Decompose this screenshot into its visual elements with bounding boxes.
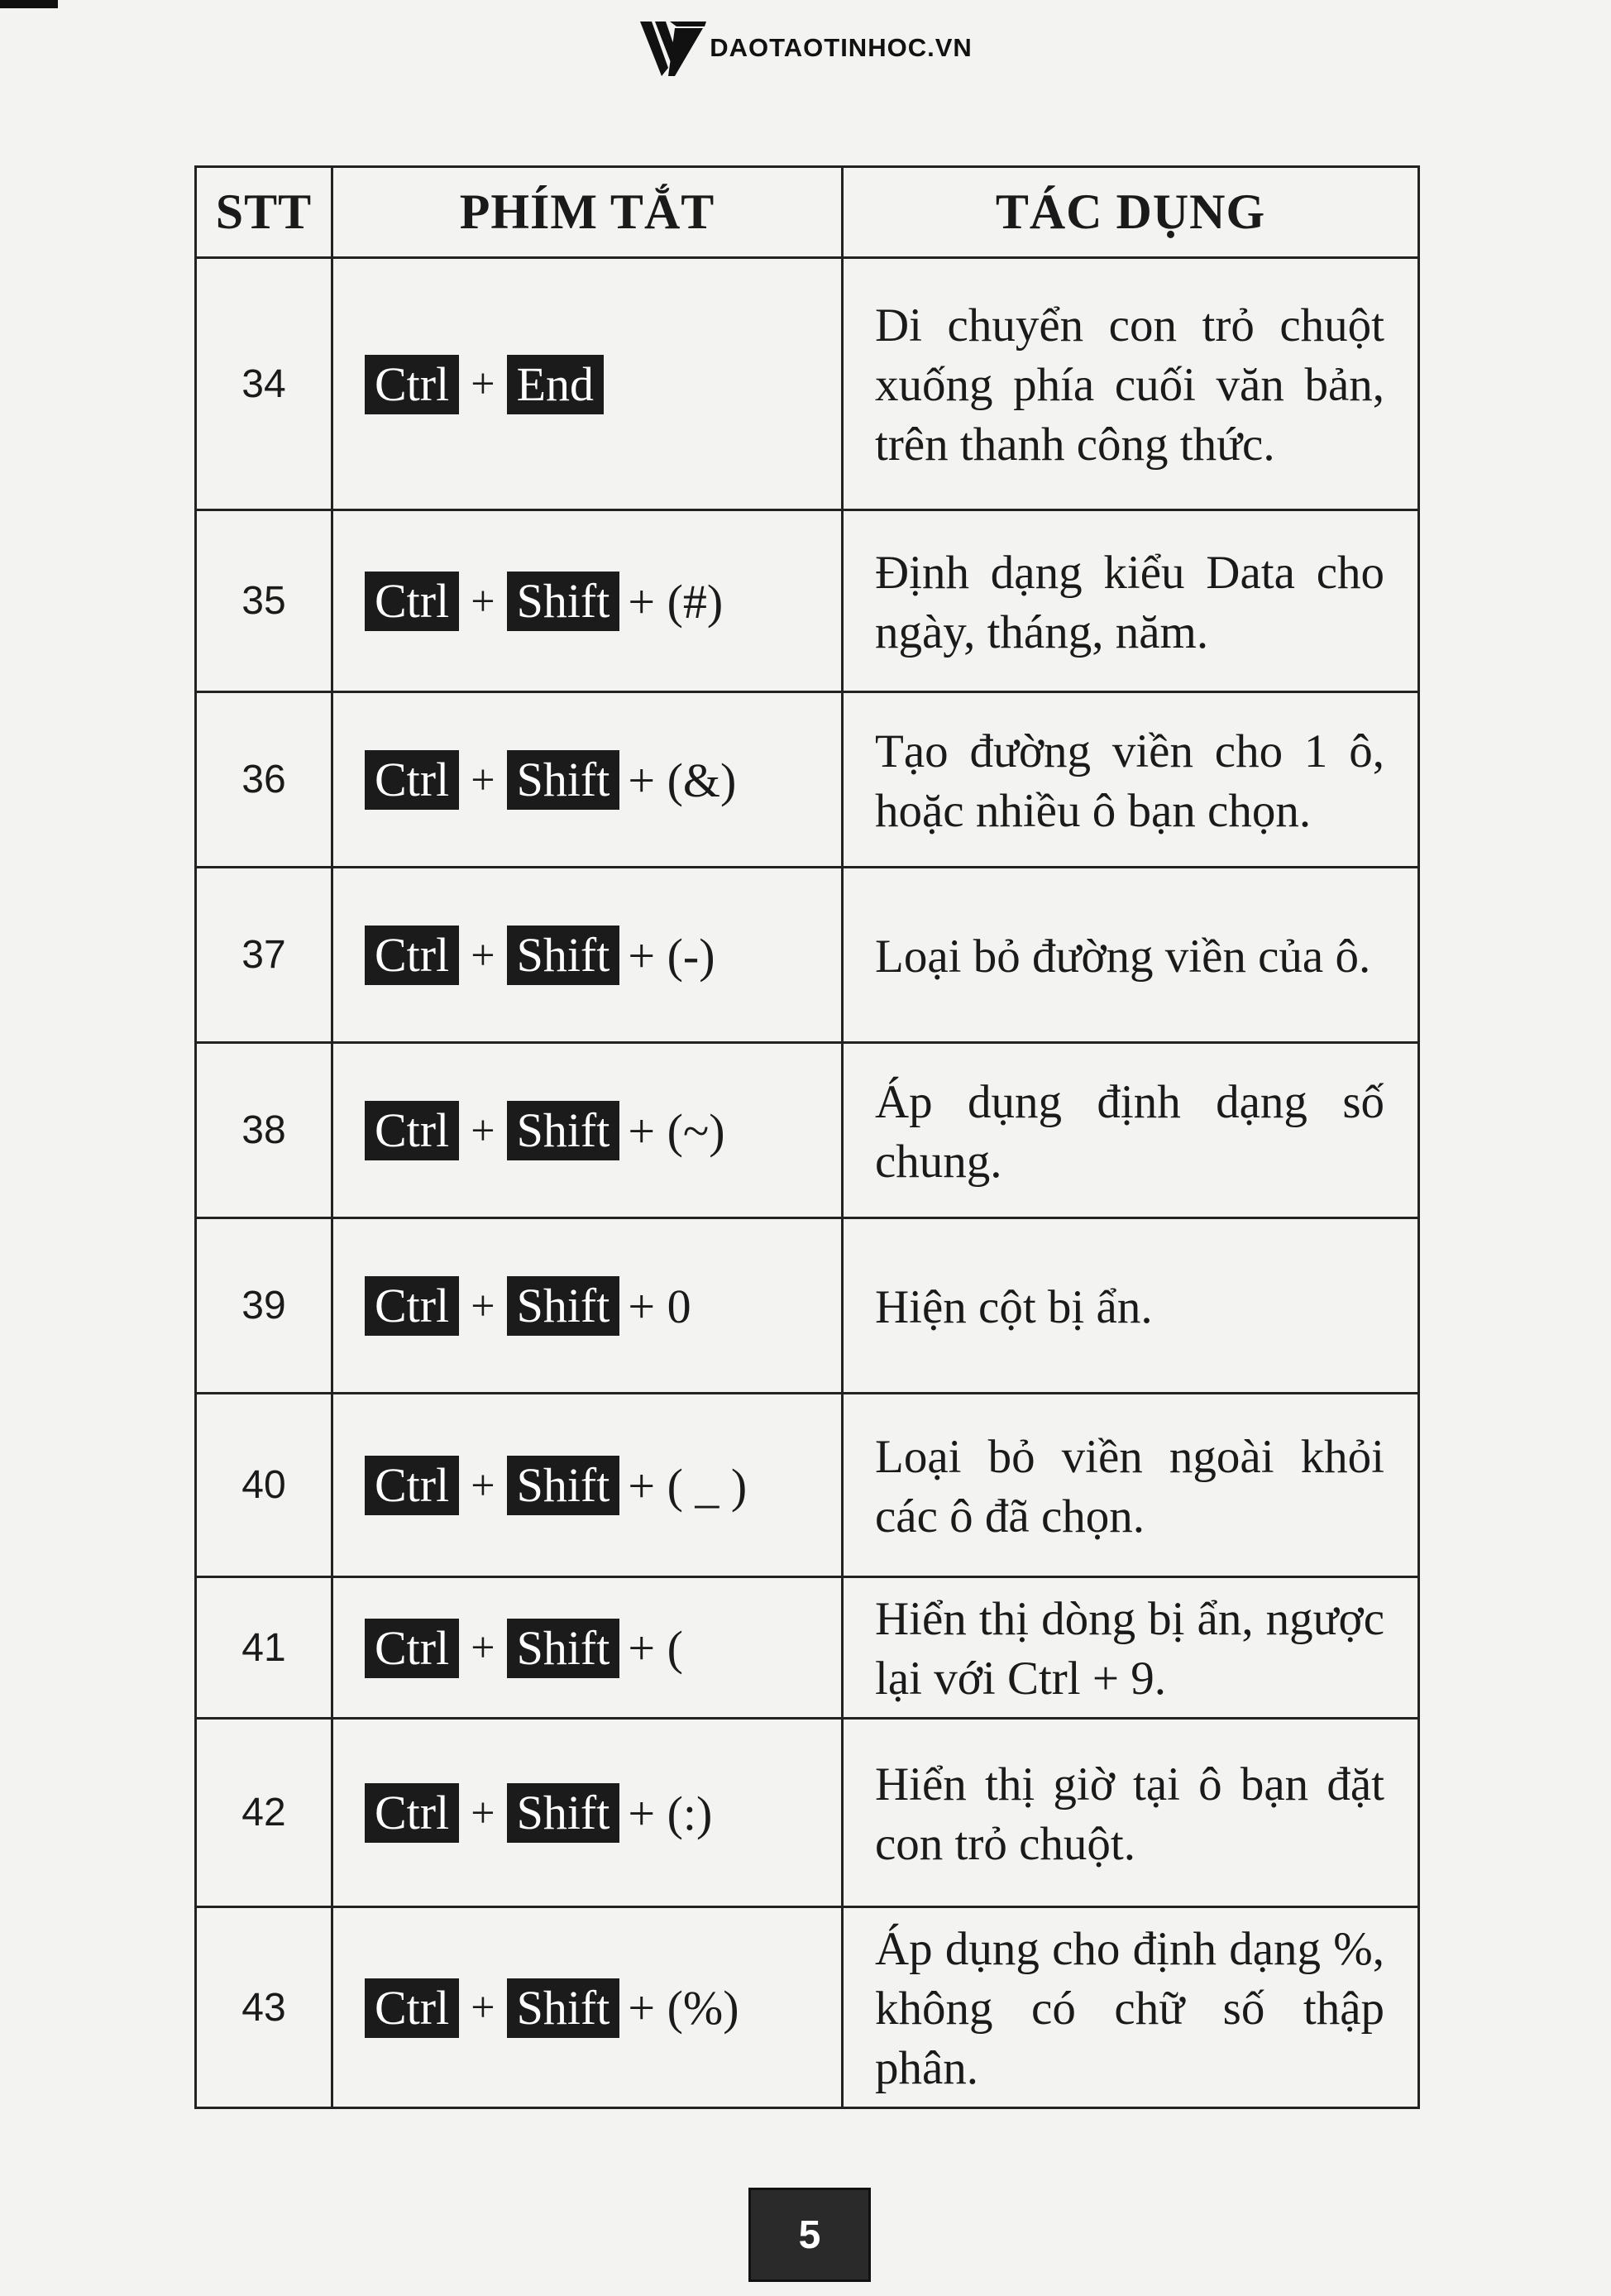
shortcut-cell bbox=[332, 1394, 843, 1577]
plus-sign: + bbox=[471, 1461, 495, 1509]
shortcut-table bbox=[194, 165, 1420, 2109]
plus-sign: + bbox=[471, 1624, 495, 1672]
key-shift: Shift bbox=[507, 1783, 620, 1843]
key-suffix: + ( _ ) bbox=[628, 1458, 748, 1513]
shortcut-cell bbox=[332, 692, 843, 868]
row-number: 39 bbox=[196, 1218, 332, 1394]
plus-sign: + bbox=[471, 361, 495, 409]
effect-description: Hiển thị dòng bị ẩn, ngược lại với Ctrl + 9. bbox=[843, 1577, 1419, 1719]
header-stt: STT bbox=[196, 167, 332, 258]
row-number: 42 bbox=[196, 1719, 332, 1907]
key-ctrl: Ctrl bbox=[365, 572, 459, 631]
row-number: 34 bbox=[196, 258, 332, 510]
table-row bbox=[196, 510, 1419, 692]
effect-description: Loại bỏ đường viền của ô. bbox=[843, 868, 1419, 1043]
effect-description: Hiện cột bị ẩn. bbox=[843, 1218, 1419, 1394]
key-ctrl: Ctrl bbox=[365, 1456, 459, 1515]
effect-description: Di chuyển con trỏ chuột xuống phía cuối văn bản, trên thanh công thức. bbox=[843, 258, 1419, 510]
key-suffix: + (-) bbox=[628, 928, 715, 983]
key-suffix: + (~) bbox=[628, 1103, 725, 1158]
shortcut-cell bbox=[332, 1907, 843, 2108]
row-number: 38 bbox=[196, 1043, 332, 1218]
table-row bbox=[196, 692, 1419, 868]
key-shift: Shift bbox=[507, 926, 620, 985]
row-number: 36 bbox=[196, 692, 332, 868]
key-ctrl: Ctrl bbox=[365, 1101, 459, 1160]
plus-sign: + bbox=[471, 1984, 495, 2032]
effect-description: Áp dụng cho định dạng %, không có chữ số thập phân. bbox=[843, 1907, 1419, 2108]
key-shift: Shift bbox=[507, 750, 620, 810]
key-ctrl: Ctrl bbox=[365, 750, 459, 810]
key-ctrl: Ctrl bbox=[365, 355, 459, 414]
key-ctrl: Ctrl bbox=[365, 1978, 459, 2038]
table-header-row bbox=[196, 167, 1419, 258]
key-shift: Shift bbox=[507, 572, 620, 631]
key-shift: Shift bbox=[507, 1276, 620, 1336]
plus-sign: + bbox=[471, 577, 495, 625]
key-ctrl: Ctrl bbox=[365, 926, 459, 985]
shortcut-cell bbox=[332, 1577, 843, 1719]
key-shift: Shift bbox=[507, 1619, 620, 1678]
row-number: 41 bbox=[196, 1577, 332, 1719]
shortcut-cell bbox=[332, 1218, 843, 1394]
page-number: 5 bbox=[748, 2188, 871, 2282]
key-ctrl: Ctrl bbox=[365, 1783, 459, 1843]
plus-sign: + bbox=[471, 756, 495, 804]
header-shortcut: PHÍM TẮT bbox=[332, 167, 843, 258]
header-effect: TÁC DỤNG bbox=[843, 167, 1419, 258]
table-row bbox=[196, 1394, 1419, 1577]
table-row bbox=[196, 1907, 1419, 2108]
row-number: 35 bbox=[196, 510, 332, 692]
table-row bbox=[196, 1218, 1419, 1394]
key-suffix: + (%) bbox=[628, 1981, 739, 2035]
shortcut-cell bbox=[332, 868, 843, 1043]
key-suffix: + (#) bbox=[628, 574, 724, 629]
key-shift: Shift bbox=[507, 1456, 620, 1515]
key-suffix: + 0 bbox=[628, 1279, 691, 1333]
key-ctrl: Ctrl bbox=[365, 1276, 459, 1336]
shortcut-cell bbox=[332, 258, 843, 510]
plus-sign: + bbox=[471, 1282, 495, 1330]
key-end: End bbox=[507, 355, 604, 414]
key-ctrl: Ctrl bbox=[365, 1619, 459, 1678]
effect-description: Áp dụng định dạng số chung. bbox=[843, 1043, 1419, 1218]
effect-description: Loại bỏ viền ngoài khỏi các ô đã chọn. bbox=[843, 1394, 1419, 1577]
key-shift: Shift bbox=[507, 1978, 620, 2038]
corner-mark bbox=[0, 0, 58, 8]
key-shift: Shift bbox=[507, 1101, 620, 1160]
row-number: 37 bbox=[196, 868, 332, 1043]
row-number: 40 bbox=[196, 1394, 332, 1577]
table-row bbox=[196, 258, 1419, 510]
table-row bbox=[196, 1577, 1419, 1719]
table-row bbox=[196, 1043, 1419, 1218]
shortcut-cell bbox=[332, 1719, 843, 1907]
shortcut-cell bbox=[332, 1043, 843, 1218]
row-number: 43 bbox=[196, 1907, 332, 2108]
table-row bbox=[196, 1719, 1419, 1907]
key-suffix: + (&) bbox=[628, 753, 737, 807]
logo-icon bbox=[638, 17, 708, 79]
effect-description: Định dạng kiểu Data cho ngày, tháng, năm. bbox=[843, 510, 1419, 692]
plus-sign: + bbox=[471, 931, 495, 979]
key-suffix: + ( bbox=[628, 1621, 683, 1676]
effect-description: Tạo đường viền cho 1 ô, hoặc nhiều ô bạn chọn. bbox=[843, 692, 1419, 868]
page-header bbox=[0, 15, 1611, 81]
effect-description: Hiển thị giờ tại ô bạn đặt con trỏ chuột. bbox=[843, 1719, 1419, 1907]
table-row bbox=[196, 868, 1419, 1043]
key-suffix: + (:) bbox=[628, 1786, 713, 1840]
plus-sign: + bbox=[471, 1107, 495, 1155]
shortcut-cell bbox=[332, 510, 843, 692]
plus-sign: + bbox=[471, 1789, 495, 1837]
logo-text: DAOTAOTINHOC.VN bbox=[710, 33, 973, 62]
